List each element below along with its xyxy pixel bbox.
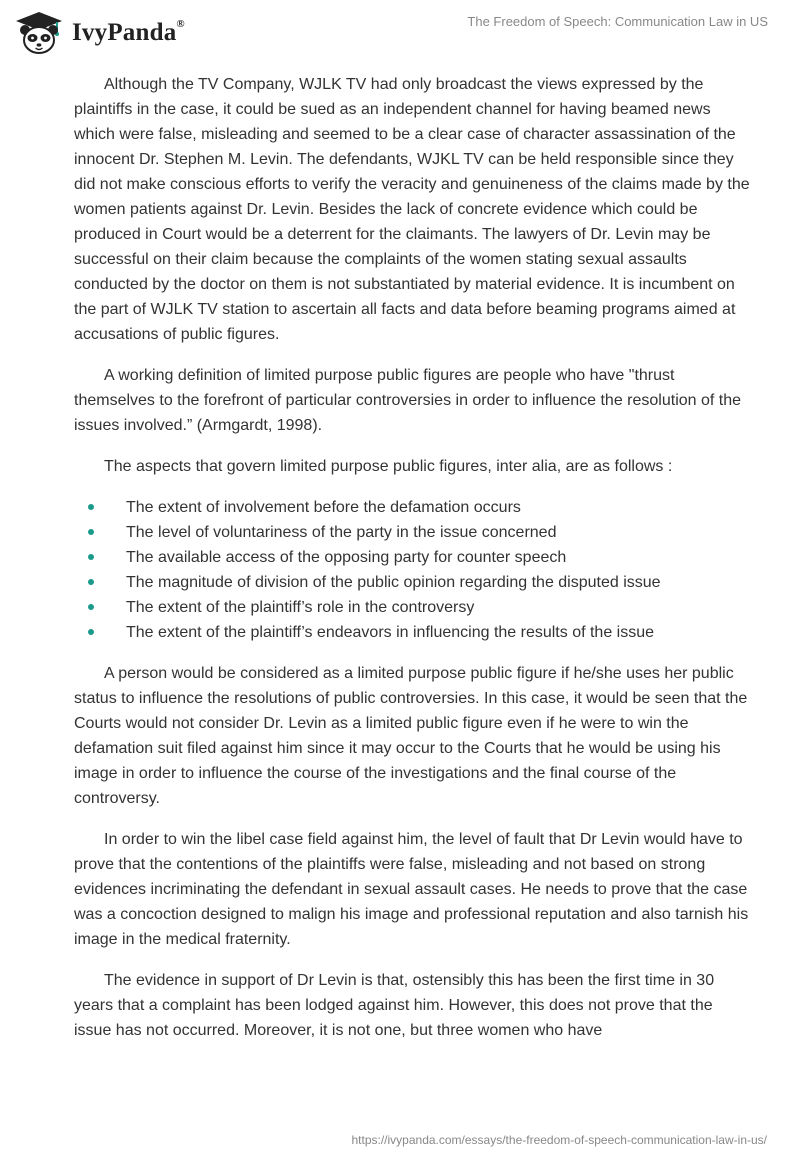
list-item: The available access of the opposing party for counter speech: [74, 545, 754, 570]
bullet-icon: [88, 554, 94, 560]
aspects-list: [74, 495, 754, 645]
bullet-icon: [88, 529, 94, 535]
paragraph: In order to win the libel case field against him, the level of fault that Dr Levin would have to prove that the contentions of the plaintiffs were false, misleading and not based on strong evidences incriminating the defendant in sexual assault cases. He needs to prove that the case was a concoction designed to malign his image and professional reputation and also tarnish his image in the medical fraternity.: [74, 831, 749, 948]
list-item: The level of voluntariness of the party in the issue concerned: [74, 520, 754, 545]
bullet-icon: [88, 604, 94, 610]
essay-content: [74, 72, 754, 1059]
paragraph: A working definition of limited purpose public figures are people who have "thrust themselves to the forefront of particular controversies in order to influence the resolution of the issues involved.” (Armgardt, 1998).: [74, 367, 742, 434]
bullet-icon: [88, 579, 94, 585]
list-item: The extent of the plaintiff’s endeavors in influencing the results of the issue: [74, 620, 754, 645]
brand-name: IvyPanda®: [72, 18, 185, 46]
list-item: The magnitude of division of the public opinion regarding the disputed issue: [74, 570, 754, 595]
paragraph: The evidence in support of Dr Levin is that, ostensibly this has been the first time in 30 years that a complaint has been lodged against him. However, this does not prove that the issue has not occurred. Moreover, it is not one, but three women who have: [74, 972, 715, 1039]
source-url[interactable]: https://ivypanda.com/essays/the-freedom-of-speech-communication-law-in-us/: [351, 1133, 767, 1147]
list-item: The extent of involvement before the defamation occurs: [74, 495, 754, 520]
page-header: [0, 0, 800, 70]
document-title: The Freedom of Speech: Communication Law in US: [467, 14, 768, 29]
paragraph: The aspects that govern limited purpose public figures, inter alia, are as follows :: [104, 458, 673, 475]
paragraph: A person would be considered as a limited purpose public figure if he/she uses her public status to influence the resolutions of public controversies. In this case, it would be seen that the Courts would not consider Dr. Levin as a limited public figure even if he were to win the defamation suit filed against him since it may occur to the Courts that he would be using his image in order to influence the course of the investigations and the final course of the controversy.: [74, 665, 748, 807]
panda-graduate-icon: [14, 11, 64, 55]
bullet-icon: [88, 504, 94, 510]
paragraph: Although the TV Company, WJLK TV had only broadcast the views expressed by the plaintiffs in the case, it could be sued as an independent channel for having beamed news which were false, misleading and seemed to be a clear case of character assassination of the innocent Dr. Stephen M. Levin. The defendants, WJKL TV can be held responsible since they did not make conscious efforts to verify the veracity and genuineness of the claims made by the women patients against Dr. Levin. Besides the lack of concrete evidence which could be produced in Court would be a deterrent for the claimants. The lawyers of Dr. Levin may be successful on their claim because the complaints of the women stating sexual assaults conducted by the doctor on them is not substantiated by material evidence. It is incumbent on the part of WJLK TV station to ascertain all facts and data before beaming programs aimed at accusations of public figures.: [74, 76, 750, 343]
bullet-icon: [88, 629, 94, 635]
list-item: The extent of the plaintiff’s role in the controversy: [74, 595, 754, 620]
ivypanda-logo[interactable]: [14, 11, 209, 55]
